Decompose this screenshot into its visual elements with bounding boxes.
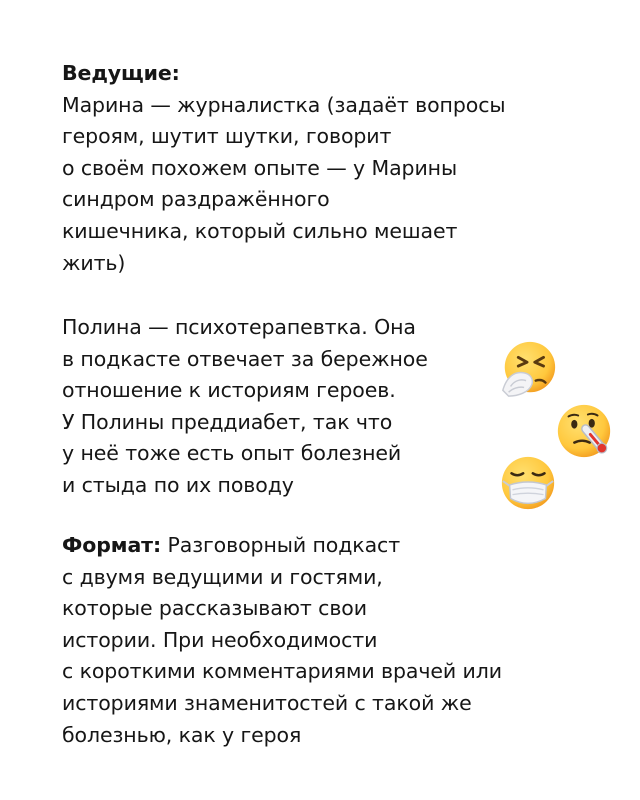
polina-line: отношение к историям героев. <box>62 378 396 403</box>
hosts-heading: Ведущие: <box>62 61 180 85</box>
format-line: историями знаменитостей с такой же <box>62 690 472 715</box>
format-line: болезнью, как у героя <box>62 722 302 747</box>
format-line: с короткими комментариями врачей или <box>62 659 502 684</box>
hosts-line: Марина — журналистка (задаёт вопросы <box>62 92 506 117</box>
polina-line: у неё тоже есть опыт болезней <box>62 441 402 466</box>
hosts-line: кишечника, который сильно мешает <box>62 218 458 243</box>
hosts-line: героям, шутит шутки, говорит <box>62 124 392 149</box>
polina-line: и стыда по их поводу <box>62 472 294 497</box>
hosts-line: жить) <box>62 250 126 275</box>
face-with-thermometer-icon <box>553 400 615 462</box>
polina-section <box>62 312 428 502</box>
format-first-line-text: Разговорный подкаст <box>161 533 401 557</box>
hosts-line: о своём похожем опыте — у Марины <box>62 155 458 180</box>
format-line: истории. При необходимости <box>62 627 378 652</box>
hosts-line: синдром раздражённого <box>62 187 330 212</box>
format-line: которые рассказывают свои <box>62 596 367 621</box>
polina-line: в подкасте отвечает за бережное <box>62 346 428 371</box>
hosts-section <box>62 58 505 279</box>
format-first-line <box>62 530 502 562</box>
format-label: Формат: <box>62 533 162 557</box>
format-line: с двумя ведущими и гостями, <box>62 564 383 589</box>
face-with-medical-mask-icon <box>497 452 559 514</box>
polina-line: У Полины преддиабет, так что <box>62 409 393 434</box>
sneezing-face-icon <box>497 338 559 400</box>
polina-line: Полина — психотерапевтка. Она <box>62 315 416 339</box>
format-section <box>62 530 502 751</box>
